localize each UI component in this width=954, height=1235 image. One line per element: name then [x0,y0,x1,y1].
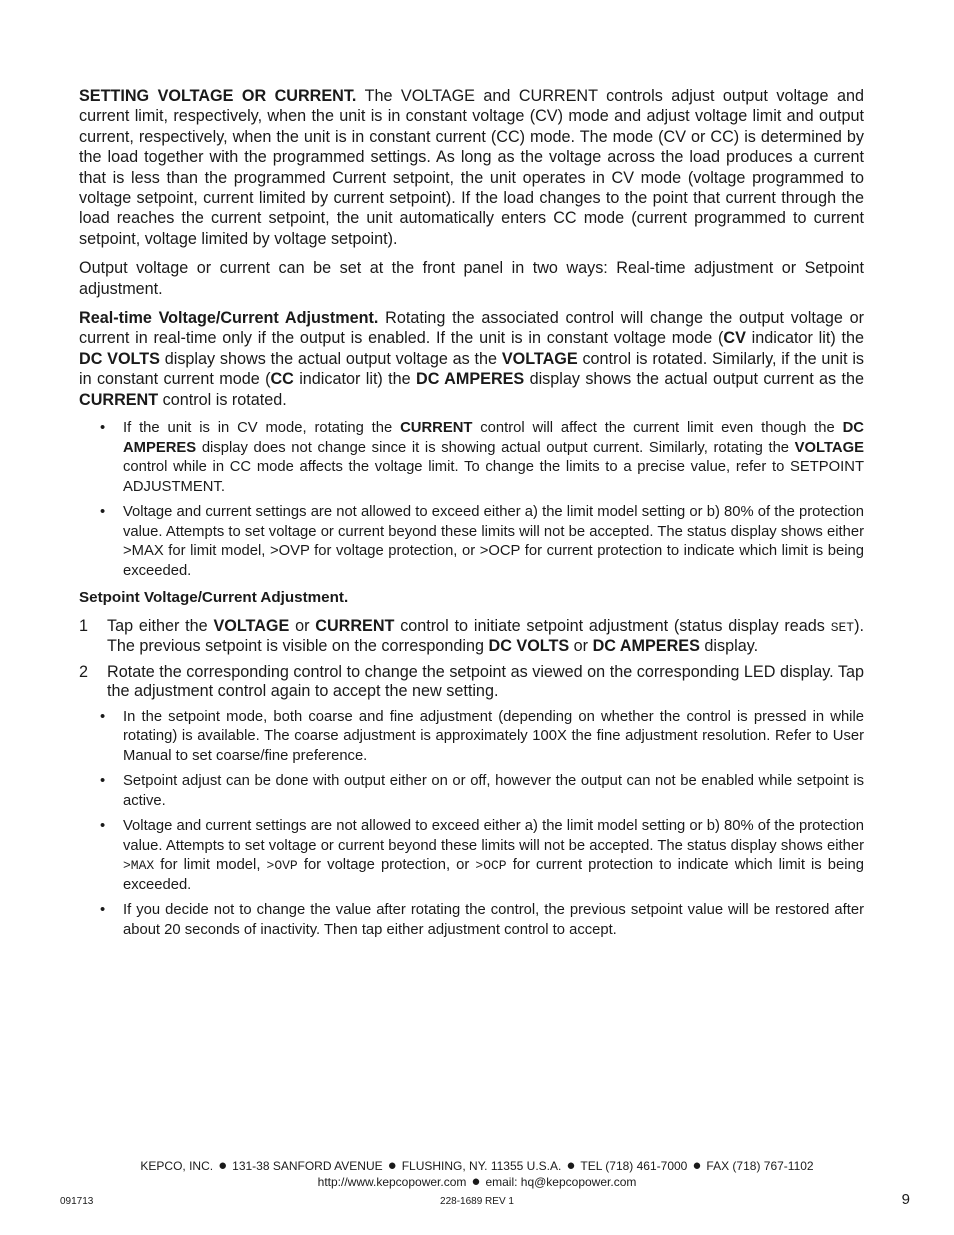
separator-dot: ● [566,1157,576,1174]
setting-paragraph: SETTING VOLTAGE OR CURRENT. The VOLTAGE and CURRENT controls adjust output voltage and current limit, respectively, when the unit is in constant voltage (CV) mode and adjust voltage limit and output current, respectively, when the unit is in constant current (CC) mode. The mode (CV or CC) is determined by the load together with the programmed settings. As long as the voltage across the load produces a current that is less than the programmed Current setpoint, the unit operates in CV mode (voltage programmed to voltage setpoint, current limited by current setpoint). If the load changes to the point that current through the load reaches the current setpoint, the unit automatically enters CC mode (current programmed to current setpoint, voltage limited by voltage setpoint). [79,87,864,248]
separator-dot: ● [218,1157,228,1174]
page-footer [0,1158,954,1190]
email-link[interactable]: email: hq@kepcopower.com [485,1175,637,1189]
setpoint-heading: Setpoint Voltage/Current Adjustment. [79,589,349,607]
list-item: • Voltage and current settings are not allowed to exceed either a) the limit model setting or b) 80% of the protection value. Attempts to set voltage or current beyond these limits will not be accepted. The status display shows either >MAX for limit model, >OVP for voltage protection, or >OCP for current protection to indicate which limit is being exceeded. [100,818,864,893]
separator-dot: ● [692,1157,702,1174]
list-item: • Voltage and current settings are not allowed to exceed either a) the limit model setting or b) 80% of the protection value. Attempts to set voltage or current beyond these limits will not be accepted. The status display shows either >MAX for limit model, >OVP for voltage protection, or >OCP for current protection to indicate which limit is being exceeded. [100,504,864,579]
list-item: • If the unit is in CV mode, rotating the CURRENT control will affect the current limit even though the DC AMPERES display does not change since it is showing actual output current. Similarly, rotating the VOLTAGE control while in CC mode affects the voltage limit. To change the limits to a precise value, refer to SETPOINT ADJUSTMENT. [100,420,864,495]
list-item: • Setpoint adjust can be done with output either on or off, however the output can not be enabled while setpoint is active. [100,773,864,809]
doc-code: 091713 [60,1196,94,1207]
setpoint-steps [79,617,864,702]
setpoint-bullet-list [79,708,864,941]
list-item: • If you decide not to change the value after rotating the control, the previous setpoint value will be restored after about 20 seconds of inactivity. Then tap either adjustment control to accept. [100,902,864,938]
footer-contact-line: KEPCO, INC. ● 131-38 SANFORD AVENUE ● FLUSHING, NY. 11355 U.S.A. ● TEL (718) 461-7000 ● FAX (718) 767-1102 [140,1157,814,1174]
footer-web-line [0,1174,954,1190]
realtime-heading: Real-time Voltage/Current Adjustment. [79,309,379,328]
separator-dot: ● [471,1173,481,1190]
page-number: 9 [901,1191,910,1208]
website-link[interactable]: http://www.kepcopower.com [317,1175,467,1189]
realtime-bullet-list [79,419,864,581]
step-2: 2 Rotate the corresponding control to change the setpoint as viewed on the corresponding LED display. Tap the adjustment control again to accept the new setting. [79,662,864,700]
separator-dot: ● [387,1157,397,1174]
step-1: 1 Tap either the VOLTAGE or CURRENT control to initiate setpoint adjustment (status display reads SET). The previous setpoint is visible on the corresponding DC VOLTS or DC AMPERES display. [79,616,864,655]
list-item: • In the setpoint mode, both coarse and fine adjustment (depending on whether the control is pressed in while rotating) is available. The coarse adjustment is approximately 100X the fine adjustment resolution. Refer to User Manual to set coarse/fine preference. [100,708,864,764]
page-body [79,86,864,947]
realtime-paragraph: Real-time Voltage/Current Adjustment. Rotating the associated control will change the output voltage or current in real-time only if the output is enabled. If the unit is in constant voltage mode (CV indicator lit) the DC VOLTS display shows the actual output voltage as the VOLTAGE control is rotated. Similarly, if the unit is in constant current mode (CC indicator lit) the DC AMPERES display shows the actual output current as the CURRENT control is rotated. [79,309,865,409]
setting-heading: SETTING VOLTAGE OR CURRENT. [79,87,357,105]
ways-paragraph: Output voltage or current can be set at the front panel in two ways: Real-time adjustment or Setpoint adjustment. [79,259,864,298]
doc-revision: 228-1689 REV 1 [440,1196,514,1207]
